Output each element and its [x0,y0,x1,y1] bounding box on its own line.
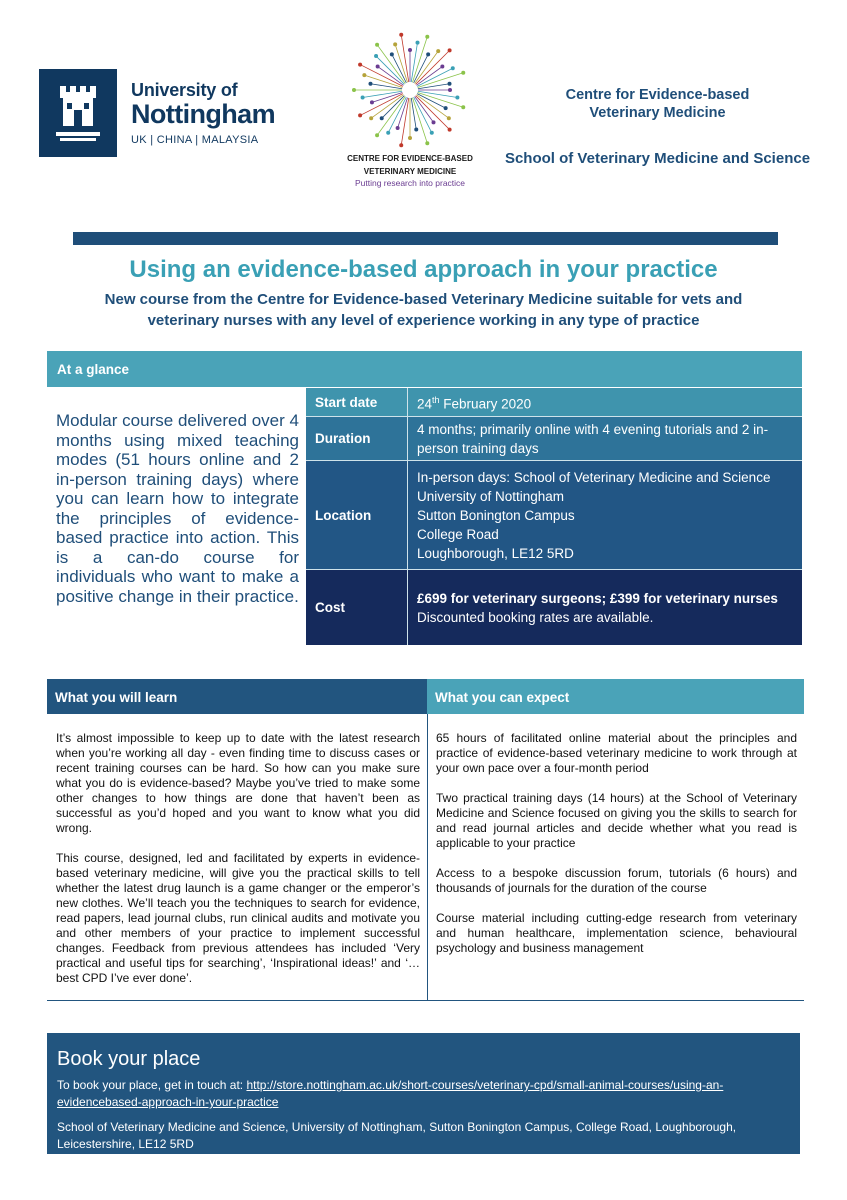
start-month-year: February 2020 [439,396,532,412]
subtitle-line1: New course from the Centre for Evidence-based Veterinary Medicine suitable for vets and [104,291,743,308]
starburst-dot [416,41,420,45]
university-of-nottingham-logo [39,69,275,157]
course-summary: Modular course delivered over 4 months using mixed teaching modes (51 hours online and 2 in-person training days) where you can learn how to integrate the principles of evidence-based practice into action. This is a can-do course for individuals who want to make a positive change in their practice. [56,411,299,606]
starburst-dot [408,48,412,52]
learn-paragraph: This course, designed, led and facilitated by experts in evidence-based veterinary medicine, will give you the practical skills to tell whether the latest drug launch is a game changer or the emperor’s new clothes. We’ll teach you the techniques to search for evidence, read papers, lead journal clubs, run clinical audits and motivate you and other members of your practice to implement successful changes. Feedback from previous attendees has included ‘Very practical and useful tips for searching’, ‘Inspirational ideas!’ and ‘…best CPD I’ve ever done’. [56,851,420,985]
starburst-dot [448,128,452,132]
page-title: Using an evidence-based approach in your practice [129,256,718,283]
starburst-ray [416,50,450,84]
starburst-dot [399,33,403,37]
castle-icon [39,69,117,157]
book-intro: To book your place, get in touch at: [57,1078,247,1092]
subtitle-line2: veterinary nurses with any level of experience working in any type of practice [147,312,700,329]
centre-name-line2: Veterinary Medicine [589,105,726,121]
cebvm-logo [335,30,485,190]
starburst-dot [362,73,366,77]
page-subtitle [60,289,787,331]
location-line: Sutton Bonington Campus [417,507,575,523]
school-name: School of Veterinary Medicine and Science [504,150,811,167]
expect-paragraph: Course material including cutting-edge research from veterinary and human healthcare, implementation science, behavioural psychology and business management [436,911,797,955]
starburst-dot [436,49,440,53]
starburst-dot [408,136,412,140]
what-you-will-learn-heading: What you will learn [47,679,427,714]
starburst-dot [455,96,459,100]
starburst-dot [451,66,455,70]
starburst-dot [448,82,452,86]
starburst-dot [393,42,397,46]
location-line: In-person days: School of Veterinary Medicine and Science [417,469,771,485]
booking-link[interactable]: http://store.nottingham.ac.uk/short-courses/veterinary-cpd/small-animal-courses/using-an- [246,1078,724,1092]
starburst-ray [416,96,450,130]
starburst-dot [376,64,380,68]
location-line: University of Nottingham [417,488,565,504]
starburst-dot [375,133,379,137]
header-divider-bar [73,232,778,245]
starburst-dot [425,35,429,39]
expect-paragraph: Access to a bespoke discussion forum, tutorials (6 hours) and thousands of journals for the duration of the course [436,866,797,895]
starburst-dot [358,113,362,117]
starburst-dot [399,143,403,147]
cost-value [408,570,802,645]
starburst-dot [432,120,436,124]
expect-column [436,731,797,971]
cost-discount-note: Discounted booking rates are available. [417,609,654,625]
start-day-suffix: th [432,394,440,405]
starburst-ray [377,45,405,84]
start-date-label: Start date [306,388,408,416]
start-date-value [408,388,802,416]
location-label: Location [306,461,408,569]
book-heading: Book your place [57,1048,201,1070]
learn-paragraph: It’s almost impossible to keep up to date with the latest research when you’re working all day - even finding time to discuss cases or recent training courses can be hard. So how can you make sure what you do is evidence-based? Maybe you’ve tried to make some other changes to how things are done that haven’t been as successful as you’d hoped and you want to know what you did wrong. [56,731,420,835]
starburst-ray [371,95,403,119]
starburst-dot [447,116,451,120]
starburst-dot [368,82,372,86]
duration-row [306,416,802,460]
start-day: 24 [417,396,433,412]
location-line: College Road [417,526,499,542]
book-your-place-panel [47,1033,800,1154]
starburst-dot [426,52,430,56]
location-line: Loughborough, LE12 5RD [417,545,574,561]
booking-link-continued[interactable]: evidencebased-approach-in-your-practice [57,1095,279,1109]
starburst-dot [414,128,418,132]
starburst-dot [396,126,400,130]
starburst-dot [375,43,379,47]
starburst-ray [416,95,448,119]
starburst-dot [430,131,434,135]
starburst-icon [350,30,470,150]
learn-column [56,731,420,1001]
starburst-dot [444,106,448,110]
duration-value: 4 months; primarily online with 4 evening tutorials and 2 in-person training days [417,421,769,456]
starburst-dot [461,71,465,75]
starburst-dot [386,131,390,135]
what-you-can-expect-heading: What you can expect [427,679,804,714]
starburst-dot [390,52,394,56]
expect-paragraph: Two practical training days (14 hours) at the School of Veterinary Medicine and Science focused on giving you the skills to search for and read journal articles and decide whether what you read is applicable to your practice [436,791,797,850]
starburst-dot [370,100,374,104]
starburst-ray [415,51,439,83]
book-intro-line [57,1077,790,1094]
uon-campuses: UK | CHINA | MALAYSIA [131,134,259,146]
starburst-dot [380,116,384,120]
cebvm-title-line1: CENTRE FOR EVIDENCE-BASED [347,154,473,163]
start-date-row [306,388,802,416]
cebvm-tagline: Putting research into practice [354,178,466,188]
starburst-dot [448,48,452,52]
cost-label: Cost [306,570,408,645]
starburst-dot [448,88,452,92]
starburst-ray [377,96,405,135]
starburst-dot [358,63,362,67]
uon-name-line2: Nottingham [131,99,275,129]
duration-label: Duration [306,417,408,460]
starburst-dot [425,141,429,145]
starburst-dot [374,54,378,58]
starburst-dot [440,64,444,68]
cost-row [306,569,802,645]
expect-paragraph: 65 hours of facilitated online material about the principles and practice of evidence-based veterinary medicine to work through at your own pace over a four-month period [436,731,797,775]
column-divider [427,714,428,1001]
starburst-dot [352,88,356,92]
header-right [490,86,825,168]
starburst-dot [361,96,365,100]
school-address: School of Veterinary Medicine and Science, University of Nottingham, Sutton Bonington Campus, College Road, Loughborough, Leicestershire, LE12 5RD [57,1120,737,1151]
cost-prices: £699 for veterinary surgeons; £399 for veterinary nurses [417,590,778,606]
centre-name-line1: Centre for Evidence-based [565,87,750,103]
location-value [408,461,802,569]
starburst-dot [369,116,373,120]
at-a-glance-heading: At a glance [47,351,802,387]
location-row [306,460,802,569]
uon-name-line1: University of [131,80,238,100]
cebvm-title-line2: VETERINARY MEDICINE [363,167,457,176]
starburst-dot [461,105,465,109]
